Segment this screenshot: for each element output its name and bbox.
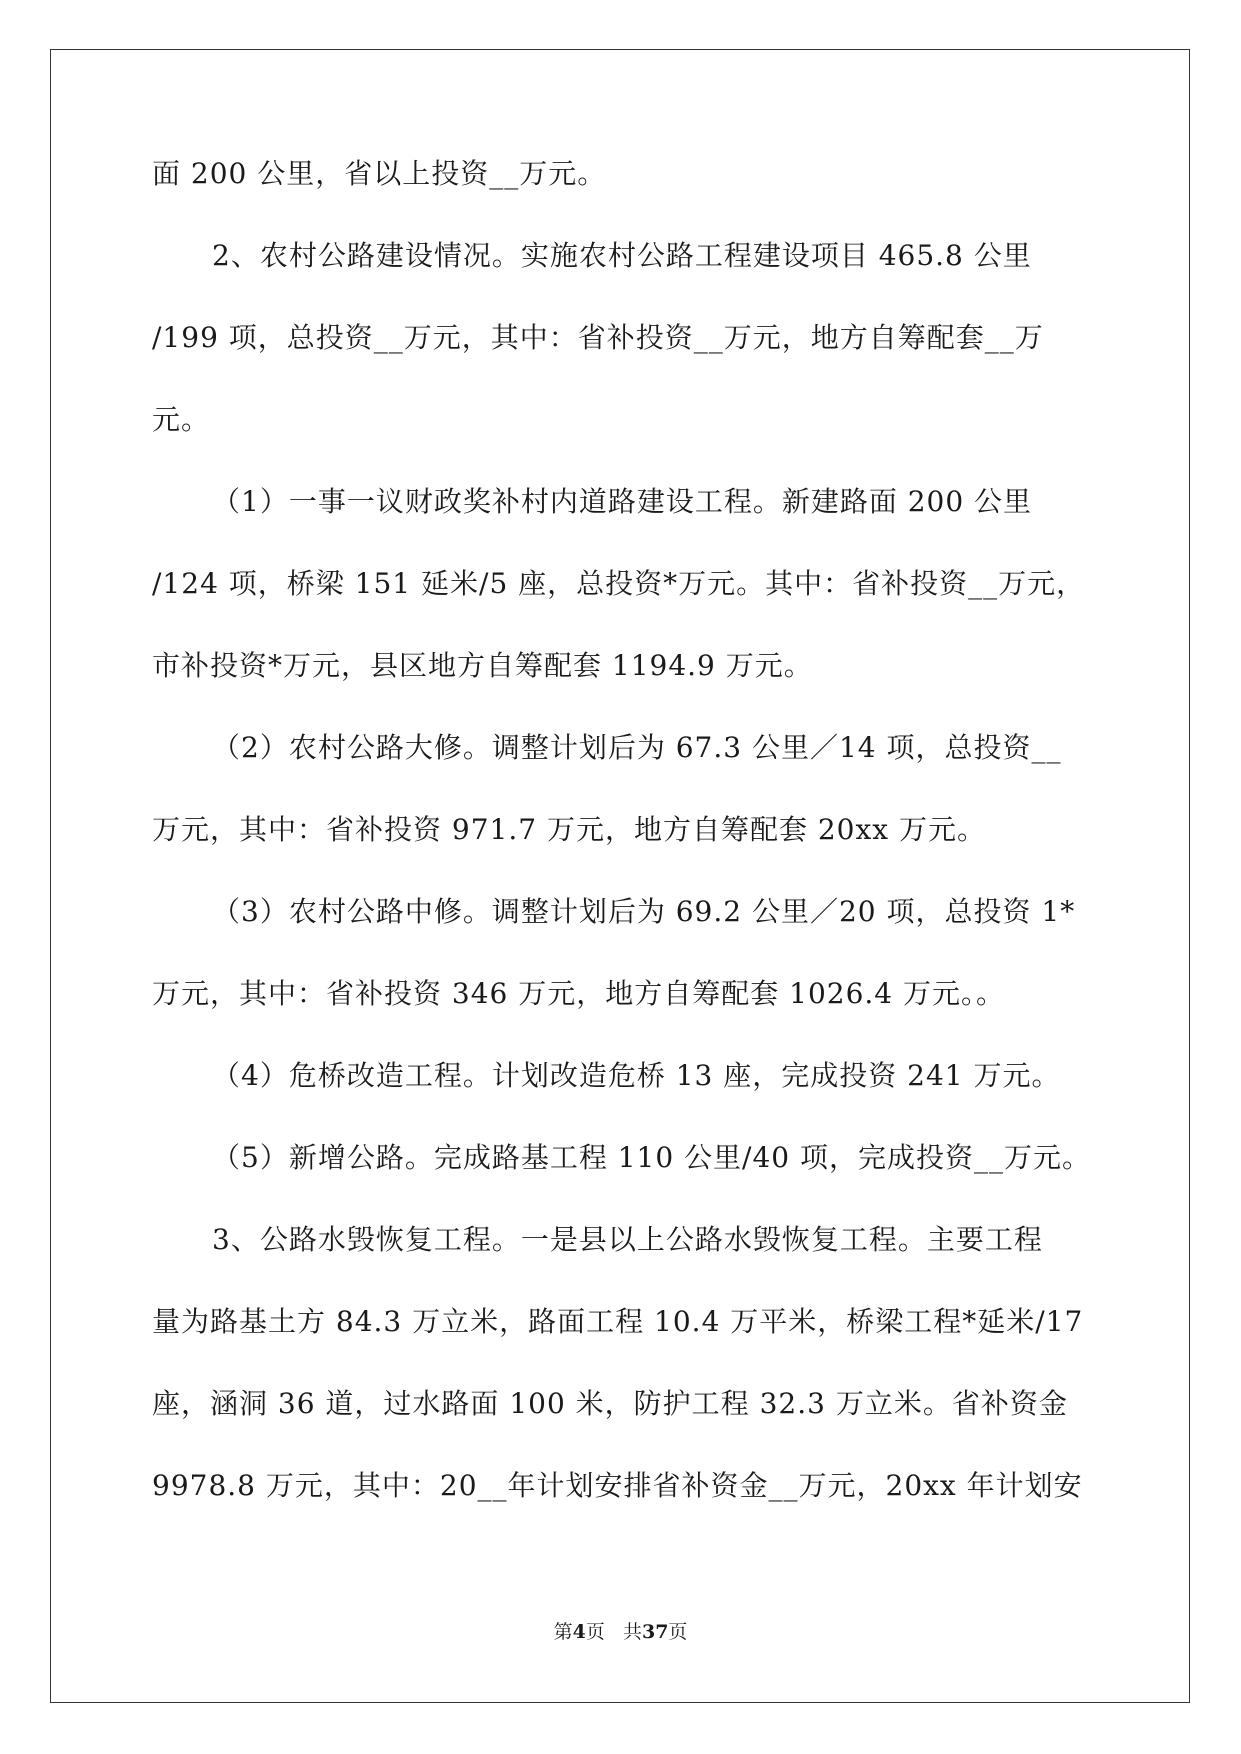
- total-pages: 37: [641, 1621, 669, 1643]
- text-line: 万元，其中：省补投资 971.7 万元，地方自筹配套 20xx 万元。: [152, 813, 986, 846]
- page-number: 4: [572, 1621, 586, 1643]
- footer-total-unit: 页: [668, 1621, 688, 1643]
- text-line: 2、农村公路建设情况。实施农村公路工程建设项目 465.8 公里: [212, 239, 1032, 272]
- text-line: 面 200 公里，省以上投资__万元。: [152, 157, 607, 190]
- text-line: 市补投资*万元，县区地方自筹配套 1194.9 万元。: [152, 649, 813, 682]
- page-border: [50, 49, 1190, 1703]
- text-line: 座，涵洞 36 道，过水路面 100 米，防护工程 32.3 万立米。省补资金: [152, 1387, 1068, 1420]
- text-line: 万元，其中：省补投资 346 万元，地方自筹配套 1026.4 万元。。: [152, 977, 1006, 1010]
- text-line: （3）农村公路中修。调整计划后为 69.2 公里／20 项，总投资 1*: [212, 895, 1076, 928]
- footer-page-unit: 页: [585, 1621, 605, 1643]
- text-line: （1）一事一议财政奖补村内道路建设工程。新建路面 200 公里: [212, 485, 1033, 518]
- footer-prefix: 第: [553, 1621, 573, 1643]
- text-line: /199 项，总投资__万元，其中：省补投资__万元，地方自筹配套__万: [152, 321, 1044, 354]
- text-line: （2）农村公路大修。调整计划后为 67.3 公里／14 项，总投资__: [212, 731, 1062, 764]
- text-line: （4）危桥改造工程。计划改造危桥 13 座，完成投资 241 万元。: [212, 1059, 1061, 1092]
- text-line: /124 项，桥梁 151 延米/5 座，总投资*万元。其中：省补投资__万元，: [152, 567, 1086, 600]
- text-line: 3、公路水毁恢复工程。一是县以上公路水毁恢复工程。主要工程: [212, 1223, 1043, 1256]
- text-line: （5）新增公路。完成路基工程 110 公里/40 项，完成投资__万元。: [212, 1141, 1092, 1174]
- page-footer: [0, 1620, 1241, 1644]
- footer-total-prefix: 共: [622, 1621, 642, 1643]
- text-line: 量为路基土方 84.3 万立米，路面工程 10.4 万平米，桥梁工程*延米/17: [152, 1305, 1084, 1338]
- text-line: 元。: [152, 403, 211, 436]
- text-line: 9978.8 万元，其中：20__年计划安排省补资金__万元，20xx 年计划安: [152, 1469, 1083, 1502]
